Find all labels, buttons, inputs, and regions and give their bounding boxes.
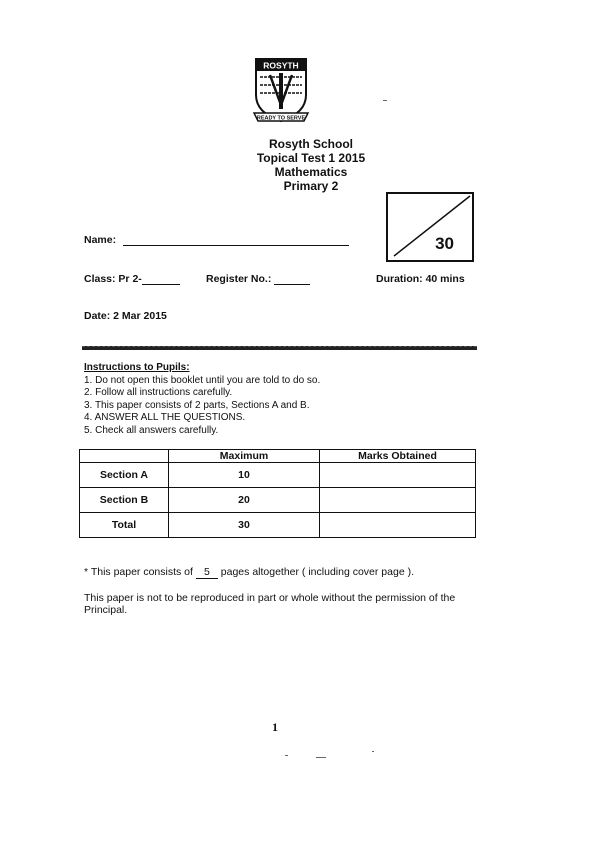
page-count: 5: [196, 566, 218, 579]
max-cell: 30: [169, 513, 320, 538]
register-blank[interactable]: [274, 273, 310, 285]
instruction-item: 3. This paper consists of 2 parts, Sections A and B.: [84, 399, 310, 411]
total-marks: 30: [435, 234, 454, 253]
divider: [82, 346, 477, 350]
score-box: [386, 192, 474, 262]
name-label: Name:: [84, 234, 117, 246]
scan-speck: [383, 100, 387, 101]
max-cell: 10: [169, 463, 320, 488]
name-blank[interactable]: [123, 234, 349, 246]
obtained-cell[interactable]: [320, 513, 476, 538]
page-number: 1: [272, 720, 278, 734]
scan-speck: [316, 757, 326, 758]
obtained-cell[interactable]: [320, 488, 476, 513]
table-header: Marks Obtained: [320, 450, 476, 463]
level: Primary 2: [283, 179, 339, 193]
duration: Duration: 40 mins: [376, 273, 465, 285]
register-label: Register No.:: [206, 273, 272, 285]
subject: Mathematics: [274, 165, 348, 179]
class-label: Class: Pr 2-: [84, 273, 142, 285]
instruction-item: 1. Do not open this booklet until you are told to do so.: [84, 374, 321, 386]
scan-speck: [285, 755, 288, 756]
scan-speck: [372, 751, 374, 752]
obtained-cell[interactable]: [320, 463, 476, 488]
pages-note-pre: * This paper consists of: [84, 566, 196, 578]
section-cell: Total: [80, 513, 169, 538]
class-blank[interactable]: [142, 273, 180, 285]
class-field: [84, 273, 180, 285]
pages-note-post: pages altogether ( including cover page ).: [217, 566, 414, 578]
instructions-heading: Instructions to Pupils:: [84, 362, 190, 373]
table-row: [80, 463, 476, 488]
section-cell: Section A: [80, 463, 169, 488]
date: Date: 2 Mar 2015: [84, 310, 167, 322]
table-header: [80, 450, 169, 463]
pages-note: [84, 566, 414, 579]
max-cell: 20: [169, 488, 320, 513]
table-row: [80, 513, 476, 538]
table-header-row: [80, 450, 476, 463]
svg-text:ROSYTH: ROSYTH: [263, 60, 299, 71]
school-crest: [250, 55, 312, 127]
register-field: [206, 273, 310, 285]
marks-table: [79, 449, 476, 538]
table-header: Maximum: [169, 450, 320, 463]
document-header: [0, 137, 600, 193]
section-cell: Section B: [80, 488, 169, 513]
copyright-note: This paper is not to be reproduced in part or whole without the permission of the Principal.: [84, 592, 456, 616]
svg-text:READY TO SERVE: READY TO SERVE: [256, 115, 306, 122]
school-name: Rosyth School: [268, 137, 353, 151]
name-field: [84, 234, 349, 246]
instruction-item: 2. Follow all instructions carefully.: [84, 387, 233, 398]
instruction-item: 4. ANSWER ALL THE QUESTIONS.: [84, 412, 246, 423]
instructions: [84, 362, 320, 437]
test-title: Topical Test 1 2015: [256, 151, 366, 165]
instruction-item: 5. Check all answers carefully.: [84, 424, 219, 436]
table-row: [80, 488, 476, 513]
